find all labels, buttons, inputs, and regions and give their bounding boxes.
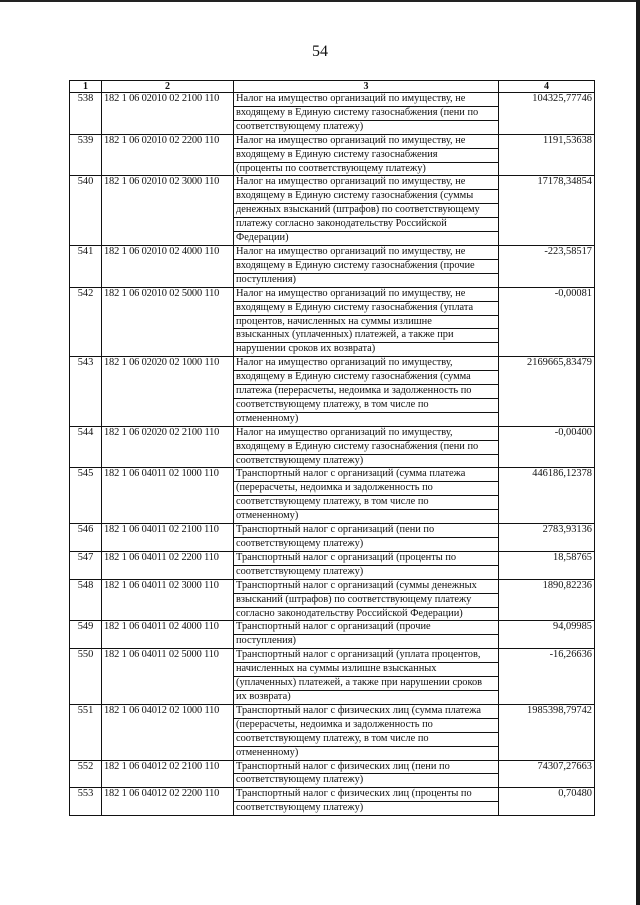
description-line: соответствующему платежу) xyxy=(236,774,364,786)
row-number: 544 xyxy=(70,426,102,468)
row-number: 547 xyxy=(70,551,102,579)
description-line: Транспортный налог с организаций (сумма платежа xyxy=(234,468,498,482)
description-line: входящему в Единую систему газоснабжения xyxy=(234,149,498,163)
amount: 1191,53638 xyxy=(499,134,595,176)
row-number: 542 xyxy=(70,287,102,357)
amount: 94,09985 xyxy=(499,621,595,649)
amount: 74307,27663 xyxy=(499,760,595,788)
table-row xyxy=(70,245,595,287)
amount: 104325,77746 xyxy=(499,93,595,135)
description-line: Транспортный налог с физических лиц (проценты по xyxy=(234,788,498,802)
description-line: нарушении сроков их возврата) xyxy=(236,343,376,355)
revenue-description xyxy=(234,357,499,427)
column-header-1: 1 xyxy=(70,81,102,93)
table-row xyxy=(70,93,595,135)
row-number: 539 xyxy=(70,134,102,176)
description-line: Транспортный налог с организаций (уплата процентов, xyxy=(234,649,498,663)
budget-classification-code: 182 1 06 02010 02 5000 110 xyxy=(102,287,234,357)
description-line: денежных взысканий (штрафов) по соответствующему xyxy=(234,204,498,218)
table-row xyxy=(70,357,595,427)
description-line: Налог на имущество организаций по имуществу, не xyxy=(234,135,498,149)
column-header-3: 3 xyxy=(234,81,499,93)
description-line: входящему в Единую систему газоснабжения (сумма xyxy=(234,371,498,385)
description-line: отмененному) xyxy=(236,412,299,424)
row-number: 549 xyxy=(70,621,102,649)
budget-classification-code: 182 1 06 04011 02 2100 110 xyxy=(102,524,234,552)
budget-classification-code: 182 1 06 02010 02 2200 110 xyxy=(102,134,234,176)
amount: 2783,93136 xyxy=(499,524,595,552)
table-row xyxy=(70,579,595,621)
table-row xyxy=(70,704,595,760)
description-line: входящему в Единую систему газоснабжения (уплата xyxy=(234,302,498,316)
scan-edge-right xyxy=(636,0,640,905)
row-number: 546 xyxy=(70,524,102,552)
description-line: (уплаченных) платежей, а также при нарушении сроков xyxy=(234,677,498,691)
row-number: 553 xyxy=(70,788,102,816)
table-row xyxy=(70,468,595,524)
table-row xyxy=(70,426,595,468)
row-number: 538 xyxy=(70,93,102,135)
budget-classification-code: 182 1 06 02020 02 2100 110 xyxy=(102,426,234,468)
row-number: 545 xyxy=(70,468,102,524)
column-header-4: 4 xyxy=(499,81,595,93)
budget-classification-code: 182 1 06 04011 02 1000 110 xyxy=(102,468,234,524)
scan-edge-top xyxy=(0,0,640,2)
budget-classification-code: 182 1 06 02020 02 1000 110 xyxy=(102,357,234,427)
description-line: их возврата) xyxy=(236,690,291,702)
description-line: входящему в Единую систему газоснабжения (пени по xyxy=(234,107,498,121)
table-header-row xyxy=(70,81,595,93)
row-number: 548 xyxy=(70,579,102,621)
row-number: 540 xyxy=(70,176,102,246)
budget-classification-code: 182 1 06 04011 02 5000 110 xyxy=(102,649,234,705)
revenue-description xyxy=(234,426,499,468)
row-number: 551 xyxy=(70,704,102,760)
description-line: Федерации) xyxy=(236,232,289,244)
row-number: 552 xyxy=(70,760,102,788)
column-header-2: 2 xyxy=(102,81,234,93)
budget-classification-code: 182 1 06 02010 02 3000 110 xyxy=(102,176,234,246)
amount: 2169665,83479 xyxy=(499,357,595,427)
budget-classification-code: 182 1 06 04012 02 2200 110 xyxy=(102,788,234,816)
description-line: начисленных на суммы излишне взысканных xyxy=(234,663,498,677)
description-line: Налог на имущество организаций по имуществу, не xyxy=(234,176,498,190)
revenue-description xyxy=(234,245,499,287)
description-line: Транспортный налог с физических лиц (сумма платежа xyxy=(234,705,498,719)
description-line: входящему в Единую систему газоснабжения (прочие xyxy=(234,260,498,274)
revenue-description xyxy=(234,760,499,788)
description-line: Транспортный налог с организаций (проценты по xyxy=(234,552,498,566)
amount: 18,58765 xyxy=(499,551,595,579)
budget-classification-code: 182 1 06 02010 02 4000 110 xyxy=(102,245,234,287)
revenue-description xyxy=(234,551,499,579)
description-line: поступления) xyxy=(236,635,296,647)
description-line: Налог на имущество организаций по имуществу, не xyxy=(234,288,498,302)
budget-classification-code: 182 1 06 02010 02 2100 110 xyxy=(102,93,234,135)
amount: -16,26636 xyxy=(499,649,595,705)
description-line: взысканных (уплаченных) платежей, а также при xyxy=(234,329,498,343)
table-row xyxy=(70,649,595,705)
revenue-description xyxy=(234,134,499,176)
description-line: Налог на имущество организаций по имуществу, не xyxy=(234,93,498,107)
table-row xyxy=(70,788,595,816)
page-number: 54 xyxy=(312,43,328,60)
row-number: 543 xyxy=(70,357,102,427)
description-line: Транспортный налог с физических лиц (пени по xyxy=(234,761,498,775)
budget-classification-code: 182 1 06 04012 02 2100 110 xyxy=(102,760,234,788)
description-line: соответствующему платежу) xyxy=(236,120,364,132)
description-line: соответствующему платежу, в том числе по xyxy=(234,399,498,413)
revenue-description xyxy=(234,579,499,621)
description-line: поступления) xyxy=(236,273,296,285)
description-line: соответствующему платежу) xyxy=(236,538,364,549)
table-body xyxy=(70,93,595,816)
description-line: Транспортный налог с организаций (суммы денежных xyxy=(234,580,498,594)
description-line: Налог на имущество организаций по имуществу, не xyxy=(234,246,498,260)
description-line: соответствующему платежу) xyxy=(236,565,364,577)
amount: -0,00081 xyxy=(499,287,595,357)
revenue-description xyxy=(234,287,499,357)
description-line: соответствующему платежу) xyxy=(236,454,364,466)
description-line: отмененному) xyxy=(236,746,299,758)
amount: 17178,34854 xyxy=(499,176,595,246)
amount: -0,00400 xyxy=(499,426,595,468)
amount: 446186,12378 xyxy=(499,468,595,524)
amount: -223,58517 xyxy=(499,245,595,287)
description-line: платежу согласно законодательству Российской xyxy=(234,218,498,232)
table-row xyxy=(70,176,595,246)
description-line: (перерасчеты, недоимка и задолженность по xyxy=(234,482,498,496)
table-row xyxy=(70,524,595,552)
amount: 0,70480 xyxy=(499,788,595,816)
table-row xyxy=(70,760,595,788)
revenue-description xyxy=(234,788,499,816)
amount: 1890,82236 xyxy=(499,579,595,621)
table-row xyxy=(70,551,595,579)
revenue-description xyxy=(234,621,499,649)
table-row xyxy=(70,621,595,649)
description-line: (перерасчеты, недоимка и задолженность по xyxy=(234,719,498,733)
description-line: Налог на имущество организаций по имуществу, xyxy=(234,427,498,441)
description-line: соответствующему платежу, в том числе по xyxy=(234,496,498,510)
revenue-description xyxy=(234,524,499,552)
amount: 1985398,79742 xyxy=(499,704,595,760)
table-row xyxy=(70,134,595,176)
budget-classification-code: 182 1 06 04012 02 1000 110 xyxy=(102,704,234,760)
description-line: Транспортный налог с организаций (прочие xyxy=(234,621,498,635)
description-line: соответствующему платежу) xyxy=(236,802,364,814)
budget-revenue-table xyxy=(69,80,595,816)
revenue-description xyxy=(234,93,499,135)
description-line: взысканий (штрафов) по соответствующему платежу xyxy=(234,594,498,608)
revenue-description xyxy=(234,176,499,246)
description-line: процентов, начисленных на суммы излишне xyxy=(234,316,498,330)
description-line: (проценты по соответствующему платежу) xyxy=(236,162,426,174)
revenue-description xyxy=(234,649,499,705)
description-line: отмененному) xyxy=(236,510,299,522)
description-line: входящему в Единую систему газоснабжения (пени по xyxy=(234,441,498,455)
budget-classification-code: 182 1 06 04011 02 2200 110 xyxy=(102,551,234,579)
description-line: Налог на имущество организаций по имуществу, xyxy=(234,357,498,371)
description-line: входящему в Единую систему газоснабжения (суммы xyxy=(234,190,498,204)
description-line: платежа (перерасчеты, недоимка и задолженность по xyxy=(234,385,498,399)
row-number: 550 xyxy=(70,649,102,705)
description-line: соответствующему платежу, в том числе по xyxy=(234,733,498,747)
revenue-description xyxy=(234,468,499,524)
table-row xyxy=(70,287,595,357)
budget-classification-code: 182 1 06 04011 02 3000 110 xyxy=(102,579,234,621)
budget-classification-code: 182 1 06 04011 02 4000 110 xyxy=(102,621,234,649)
description-line: Транспортный налог с организаций (пени по xyxy=(234,524,498,538)
description-line: согласно законодательству Российской Федерации) xyxy=(236,607,463,619)
row-number: 541 xyxy=(70,245,102,287)
revenue-description xyxy=(234,704,499,760)
